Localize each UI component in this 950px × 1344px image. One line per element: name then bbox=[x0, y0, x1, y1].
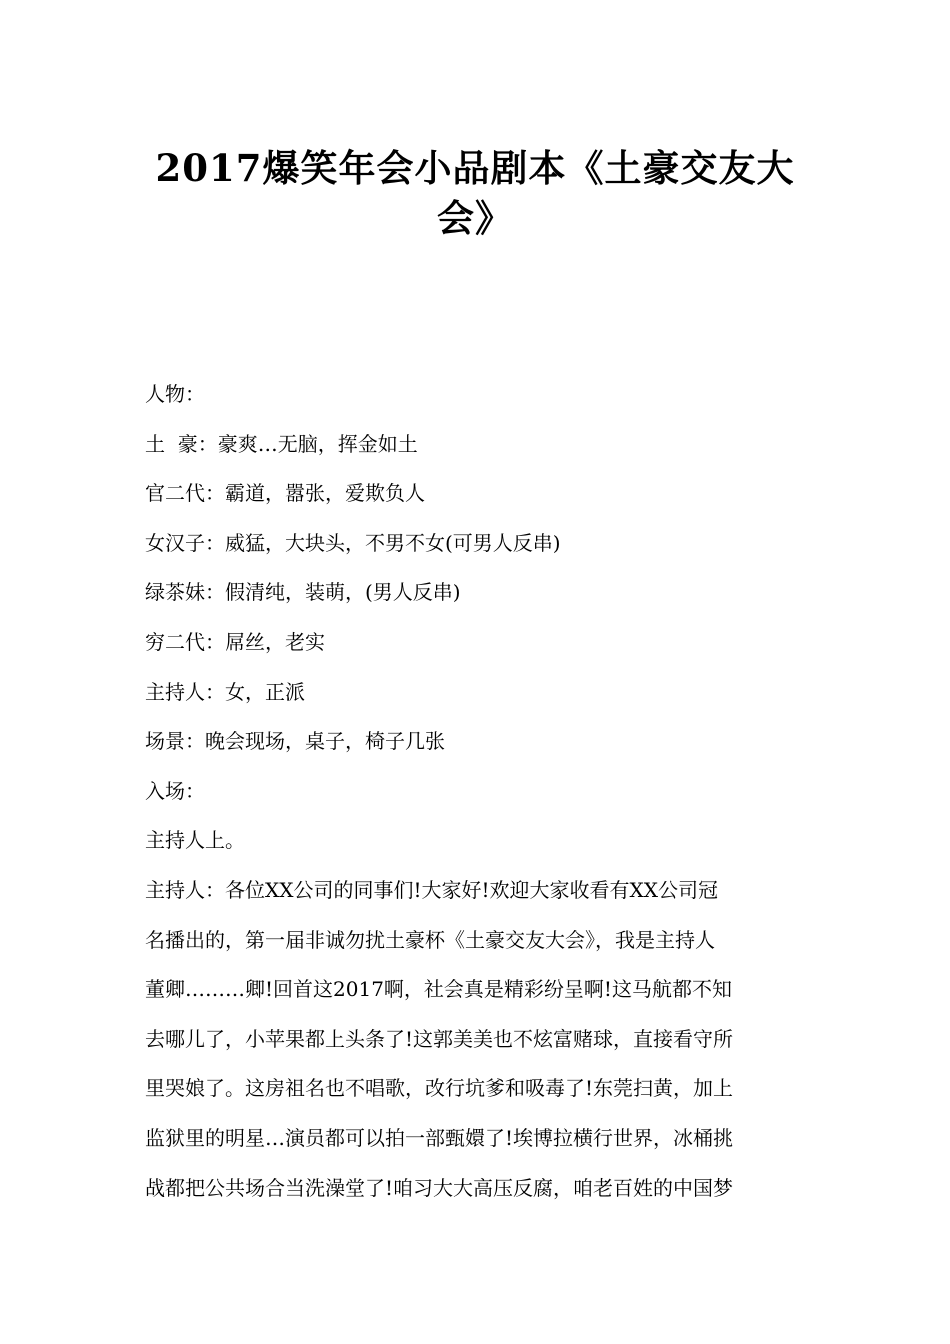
text-line: 主持人：各位XX公司的同事们!大家好!欢迎大家收看有XX公司冠 bbox=[145, 877, 719, 902]
document-title: 2017爆笑年会小品剧本《土豪交友大会》 bbox=[155, 145, 795, 240]
text-line: 名播出的，第一届非诚勿扰土豪杯《土豪交友大会》，我是主持人 bbox=[145, 927, 715, 952]
text-line: 入场： bbox=[145, 778, 205, 803]
text-line: 主持人上。 bbox=[145, 828, 245, 853]
text-line: 土 豪：豪爽…无脑，挥金如土 bbox=[145, 431, 418, 456]
document-body bbox=[145, 370, 809, 1213]
text-line: 绿茶妹：假清纯，装萌，(男人反串) bbox=[145, 580, 461, 605]
text-line: 监狱里的明星…演员都可以拍一部甄嬛了!埃博拉横行世界，冰桶挑 bbox=[145, 1125, 734, 1150]
text-line: 场景：晚会现场，桌子，椅子几张 bbox=[145, 729, 445, 754]
text-line: 官二代：霸道，嚣张，爱欺负人 bbox=[145, 481, 425, 506]
text-line: 主持人：女，正派 bbox=[145, 679, 305, 704]
text-line: 战都把公共场合当洗澡堂了!咱习大大高压反腐，咱老百姓的中国梦 bbox=[145, 1175, 734, 1200]
text-line: 女汉子：威猛，大块头，不男不女(可男人反串) bbox=[145, 530, 561, 555]
text-line: 董卿………卿!回首这2017啊，社会真是精彩纷呈啊!这马航都不知 bbox=[145, 977, 732, 1002]
text-line: 穷二代：屌丝，老实 bbox=[145, 629, 325, 654]
text-line: 里哭娘了。这房祖名也不唱歌，改行坑爹和吸毒了!东莞扫黄，加上 bbox=[145, 1076, 734, 1101]
text-line: 去哪儿了，小苹果都上头条了!这郭美美也不炫富赌球，直接看守所 bbox=[145, 1026, 734, 1051]
text-line: 人物： bbox=[145, 382, 205, 406]
